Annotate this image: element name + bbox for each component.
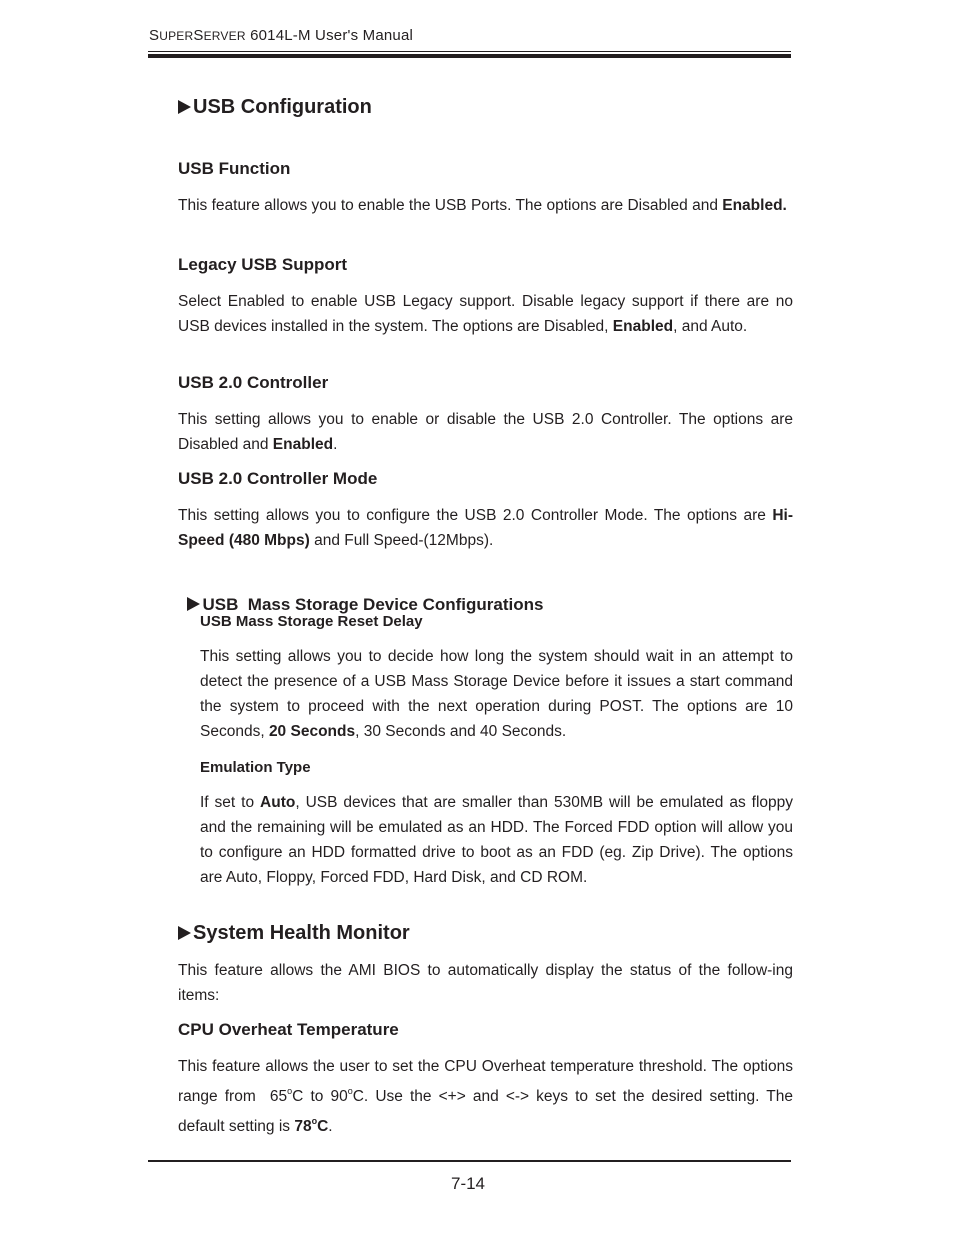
running-header [149,27,413,44]
mass-storage-heading-label: USB Mass Storage Device Configurations [202,595,544,614]
heading-usb20-controller: USB 2.0 Controller [178,373,329,392]
paragraph-usb20-controller-mode: This setting allows you to configure the USB 2.0 Controller Mode. The options are Hi-Speed (480 Mbps) and Full Speed-(12Mbps). [178,507,793,549]
header-title-rest: 6014L-M User's Manual [245,27,414,44]
heading-reset-delay: USB Mass Storage Reset Delay [200,613,423,630]
section-heading-system-health [178,922,410,945]
header-title-s4: ERVER [203,29,246,43]
header-title-s1: S [149,27,160,44]
header-title-s3: S [193,27,204,44]
footer-rule [148,1160,791,1162]
heading-emulation-type: Emulation Type [200,759,311,776]
paragraph-usb20-controller: This setting allows you to enable or disable the USB 2.0 Controller. The options are Disabled and Enabled. [178,411,793,453]
triangle-bullet-icon [178,926,191,940]
heading-usb-mass-storage [178,575,543,615]
section-heading-usb-configuration [178,96,372,119]
triangle-bullet-icon [178,100,191,114]
heading-legacy-usb-support: Legacy USB Support [178,255,348,274]
paragraph-usb-function: This feature allows you to enable the USB Ports. The options are Disabled and Enabled. [178,197,787,214]
heading-cpu-overheat-temperature: CPU Overheat Temperature [178,1020,399,1039]
paragraph-legacy-usb-support: Select Enabled to enable USB Legacy support. Disable legacy support if there are no USB devices installed in the system. The options are Disabled, Enabled, and Auto. [178,293,793,335]
header-rule-thin [148,51,791,52]
health-heading-label: System Health Monitor [193,922,410,944]
heading-usb20-controller-mode: USB 2.0 Controller Mode [178,469,378,488]
paragraph-health-intro: This feature allows the AMI BIOS to automatically display the status of the follow-ing items: [178,962,793,1004]
header-title-s2: UPER [159,29,194,43]
paragraph-emulation-type: If set to Auto, USB devices that are smaller than 530MB will be emulated as floppy and the remaining will be emulated as an HDD. The Forced FDD option will allow you to configure an HDD formatted drive to boot as an FDD (eg. Zip Drive). The options are Auto, Floppy, Forced FDD, Hard Disk, and CD ROM. [200,794,794,886]
page-number: 7-14 [450,1174,486,1193]
header-rule-thick [148,54,791,58]
paragraph-cpu-overheat-temperature: This feature allows the user to set the CPU Overheat temperature threshold. The options range from 65$^o$C to 90$^o$C. Use the <+> and <-> keys to set the desired setting. The default setting is 78$^o$C. [178,1058,798,1135]
paragraph-reset-delay: This setting allows you to decide how long the system should wait in an attempt to detect the presence of a USB Mass Storage Device before it issues a start command the system to proceed with the next operation during POST. The options are 10 Seconds, 20 Seconds, 30 Seconds and 40 Seconds. [200,648,793,740]
heading-usb-function: USB Function [178,159,291,178]
triangle-bullet-icon [187,597,200,611]
section-heading-label: USB Configuration [193,96,372,118]
